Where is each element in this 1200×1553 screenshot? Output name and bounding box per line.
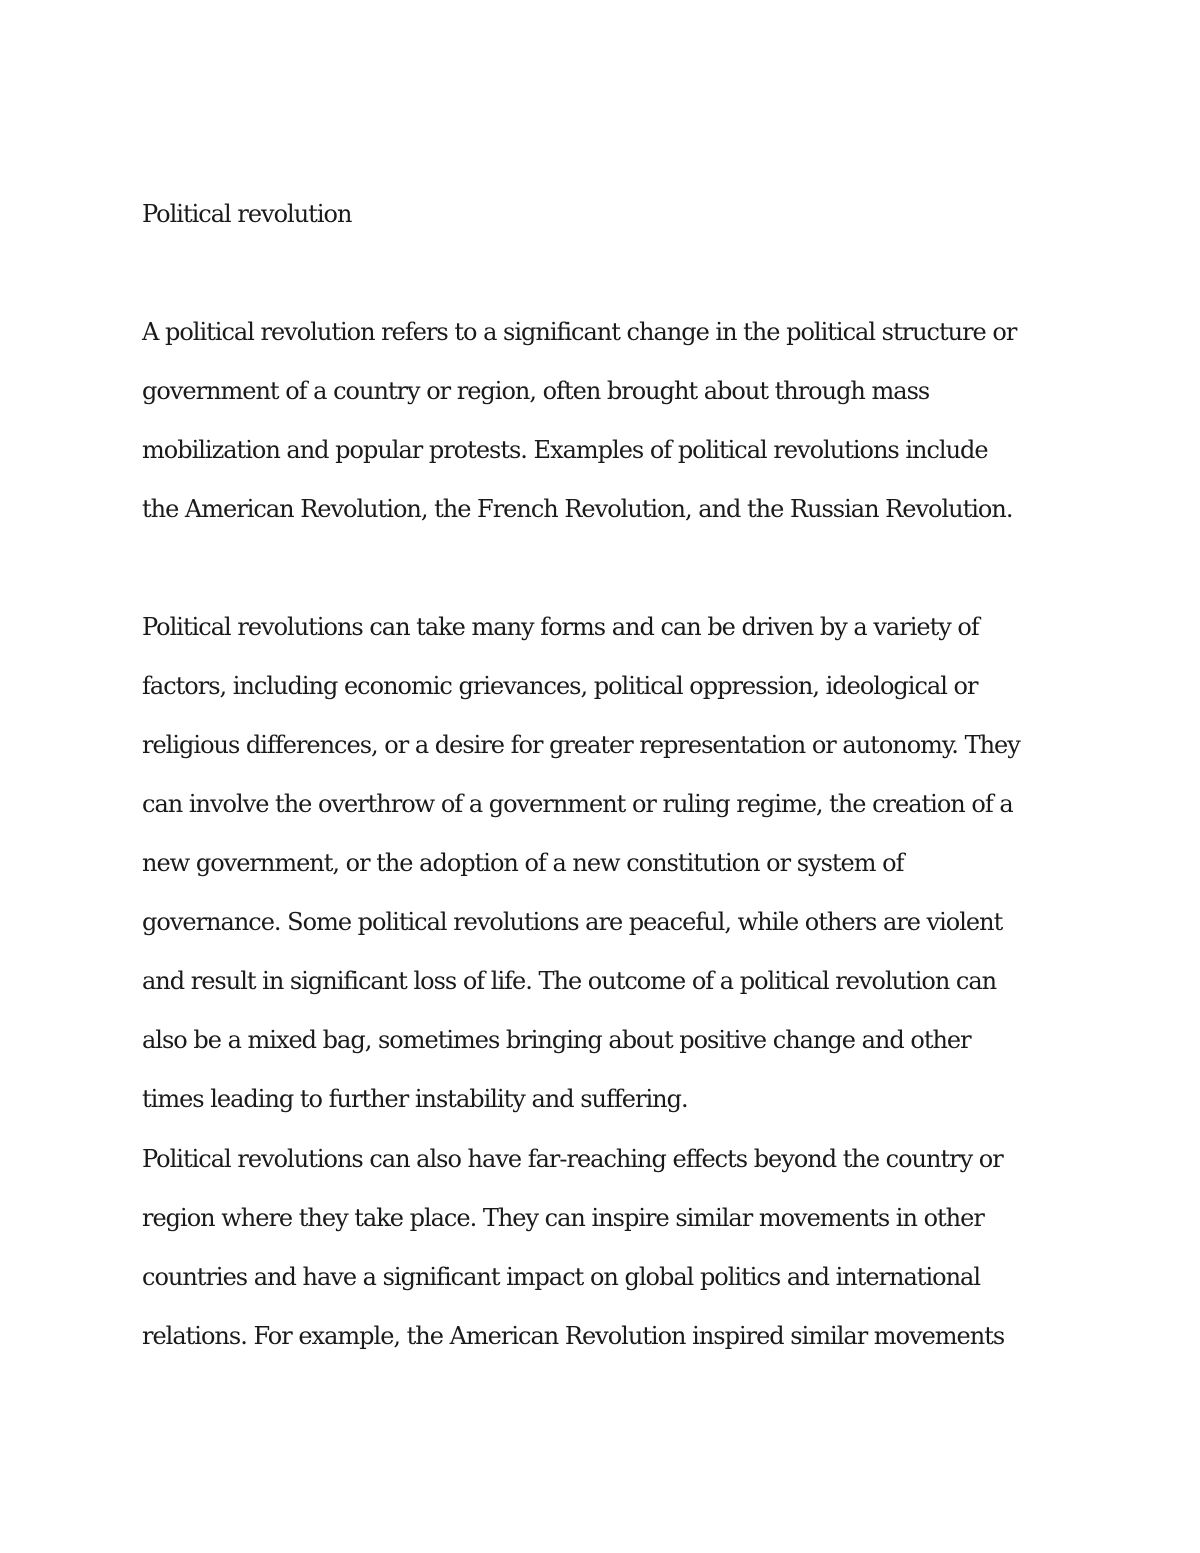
paragraph-1-line-4: the American Revolution, the French Revolution, and the Russian Revolution. (142, 495, 1013, 523)
paragraph-1-line-3: mobilization and popular protests. Examples of political revolutions include (142, 436, 988, 464)
paragraph-2-line-8: also be a mixed bag, sometimes bringing about positive change and other (142, 1026, 971, 1054)
paragraph-2-line-3: religious differences, or a desire for greater representation or autonomy. They (142, 731, 1020, 759)
paragraph-3-line-1: Political revolutions can also have far-reaching effects beyond the country or (142, 1145, 1003, 1173)
paragraph-1-line-2: government of a country or region, often brought about through mass (142, 377, 930, 405)
paragraph-2-line-5: new government, or the adoption of a new constitution or system of (142, 849, 904, 877)
paragraph-2-line-1: Political revolutions can take many forms and can be driven by a variety of (142, 613, 979, 641)
paragraph-3-line-2: region where they take place. They can inspire similar movements in other (142, 1204, 984, 1232)
paragraph-2-line-7: and result in significant loss of life. The outcome of a political revolution can (142, 967, 997, 995)
paragraph-2-line-6: governance. Some political revolutions are peaceful, while others are violent (142, 908, 1003, 936)
paragraph-2-line-9: times leading to further instability and suffering. (142, 1085, 688, 1113)
paragraph-2-line-2: factors, including economic grievances, political oppression, ideological or (142, 672, 978, 700)
document-title: Political revolution (142, 200, 352, 228)
paragraph-2-line-4: can involve the overthrow of a government or ruling regime, the creation of a (142, 790, 1013, 818)
paragraph-1-line-1: A political revolution refers to a significant change in the political structure or (142, 318, 1017, 346)
paragraph-3-line-4: relations. For example, the American Revolution inspired similar movements (142, 1322, 1005, 1350)
paragraph-3-line-3: countries and have a significant impact on global politics and international (142, 1263, 981, 1291)
